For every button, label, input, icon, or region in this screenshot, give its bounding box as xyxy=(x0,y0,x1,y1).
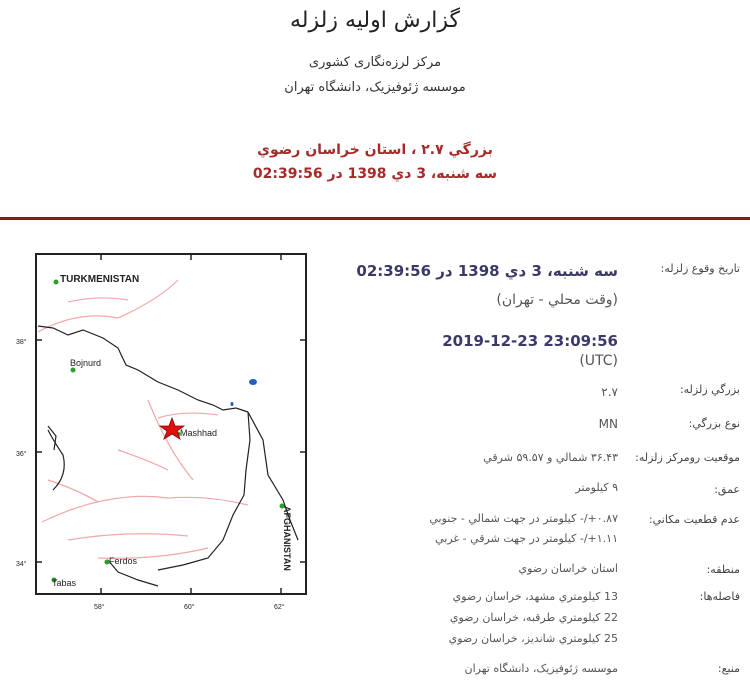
utc-note: (UTC) xyxy=(579,353,618,369)
report-header xyxy=(0,0,750,215)
mag-type-value: MN xyxy=(598,417,618,431)
earthquake-details xyxy=(330,240,740,693)
lat-tick-label: 34° xyxy=(16,561,27,568)
label-ferdos: Ferdos xyxy=(109,556,138,566)
source-label: منبع: xyxy=(717,662,740,675)
uncertainty-ew: ۱.۱۱+/- کيلومتر در جهت شرقي - غربي xyxy=(435,532,618,545)
lon-tick-label: 58° xyxy=(94,604,105,611)
time-label: تاريخ وقوع زلزله: xyxy=(660,262,740,275)
epicenter-map xyxy=(8,240,318,611)
center-name: مرکز لرزه‌نگاری کشوری xyxy=(308,55,442,70)
local-time: سه شنبه، 3 دي 1398 در 02:39:56 xyxy=(356,262,618,280)
lon-tick-label: 62° xyxy=(274,604,285,611)
source-value: موسسه ژئوفيزيک، دانشگاه تهران xyxy=(464,662,618,675)
location-label: موقعيت رومرکز زلزله: xyxy=(635,451,740,464)
lon-tick-label: 60° xyxy=(184,604,195,611)
lake-marker xyxy=(231,402,234,406)
magnitude-headline: بزرگي ۲.۷ ، استان خراسان رضوي xyxy=(257,142,493,158)
page-title: گزارش اوليه زلزله xyxy=(289,8,461,33)
lat-tick-label: 36° xyxy=(16,451,27,458)
location-value: ۳۶.۴۳ شمالي و ۵۹.۵۷ شرقي xyxy=(483,451,618,464)
utc-time: 2019-12-23 23:09:56 xyxy=(442,332,618,350)
uncertainty-ns: ۰.۸۷+/- کيلومتر در جهت شمالي - جنوبي xyxy=(429,512,618,525)
distance-item: 13 کيلومتري مشهد، خراسان رضوي xyxy=(452,590,618,603)
label-bojnurd: Bojnurd xyxy=(70,358,102,368)
distance-item: 22 کيلومتري طرقبه، خراسان رضوي xyxy=(449,611,618,624)
label-afghanistan: AFGHANISTAN xyxy=(282,506,292,571)
label-tabas: Tabas xyxy=(52,578,77,588)
label-turkmenistan: TURKMENISTAN xyxy=(60,274,140,285)
date-headline: سه شنبه، 3 دي 1398 در 02:39:56 xyxy=(252,166,498,182)
local-time-note: (وقت محلي - تهران) xyxy=(496,292,618,308)
depth-value: ۹ کيلومتر xyxy=(575,481,618,494)
institute-name: موسسه ژئوفيزيک، دانشگاه تهران xyxy=(284,80,466,95)
label-mashhad: Mashhad xyxy=(180,428,218,438)
region-value: استان خراسان رضوي xyxy=(518,562,618,575)
magnitude-label: بزرگي زلزله: xyxy=(679,383,740,396)
distance-item: 25 کيلومتري شانديز، خراسان رضوي xyxy=(448,632,618,645)
header-divider xyxy=(0,217,750,220)
mag-type-label: نوع بزرگي: xyxy=(688,417,740,430)
magnitude-value: ۲.۷ xyxy=(601,385,618,399)
depth-label: عمق: xyxy=(714,483,740,496)
lake-marker xyxy=(249,379,257,385)
lat-tick-label: 38° xyxy=(16,339,27,346)
distances-label: فاصله‌ها: xyxy=(699,590,740,603)
uncertainty-label: عدم قطعيت مکاني: xyxy=(648,513,740,526)
region-label: منطقه: xyxy=(706,563,740,576)
